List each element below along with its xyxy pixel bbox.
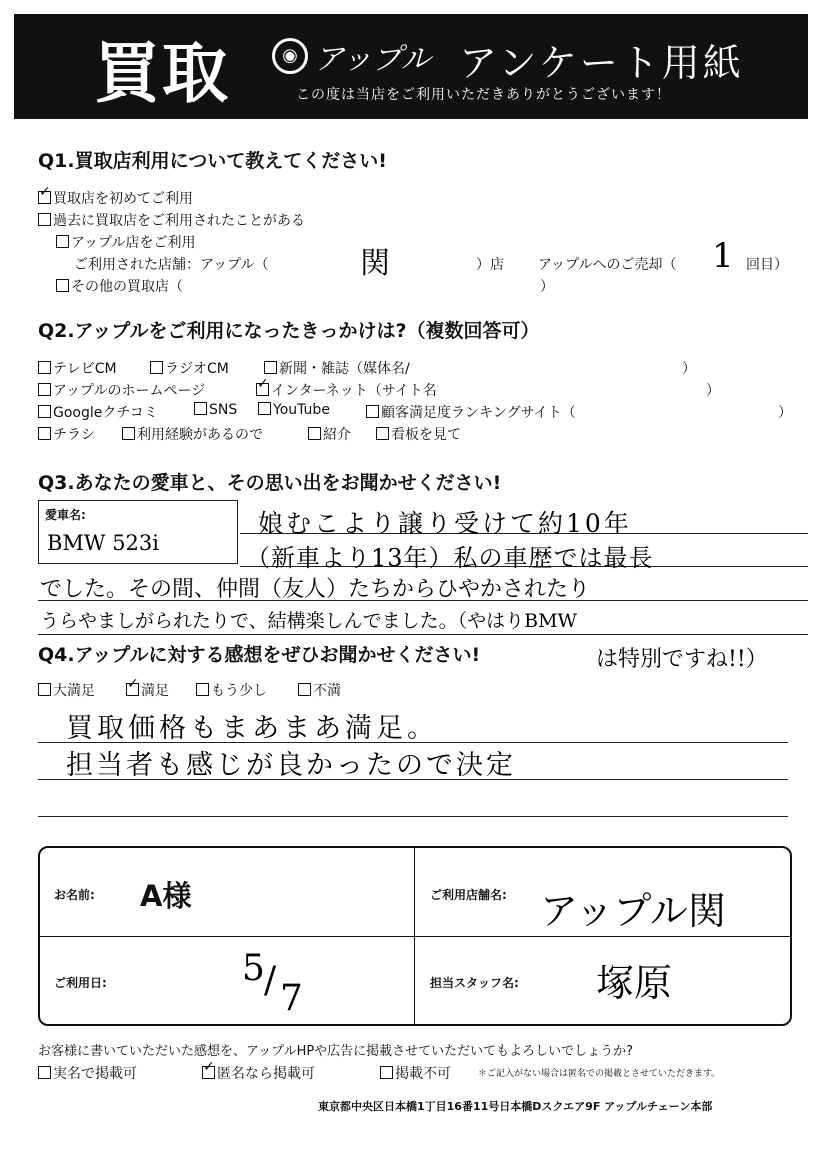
checkbox-icon[interactable] (38, 1066, 51, 1079)
q2-radio-label: ラジオCM (165, 361, 229, 377)
memory-line-1[interactable]: 娘むこより譲り受けて約10年 (258, 509, 632, 538)
q2-option-google[interactable] (38, 402, 158, 422)
q2-homepage-label: アップルのホームページ (53, 383, 206, 399)
q1-sale-suffix: 回目） (746, 257, 788, 273)
q2-option-ranking[interactable] (366, 402, 576, 422)
q1-first-time-label: 買取店を初めてご利用 (53, 191, 193, 207)
memory-line-3[interactable]: でした。その間、仲間（友人）たちからひやかされたり (40, 577, 591, 602)
q4-answer-line-2[interactable]: 担当者も感じが良かったので決定 (66, 750, 516, 781)
q4-very-label: 大満足 (53, 683, 95, 699)
consent-anonymous-label: 匿名なら掲載可 (217, 1066, 315, 1082)
q2-option-paper[interactable] (264, 358, 410, 378)
q2-ranking-close: ） (778, 405, 792, 421)
memory-line-4[interactable]: うらやましがられたりで、結構楽しんでました。（やはりBMW (40, 610, 578, 632)
header-banner (14, 14, 808, 119)
checkbox-icon[interactable] (38, 427, 51, 440)
date-label: ご利用日: (54, 976, 107, 990)
store-label: ご利用店舗名: (430, 888, 507, 902)
date-day[interactable]: 7 (280, 978, 303, 1019)
checkbox-checked-icon[interactable] (202, 1066, 215, 1079)
checkbox-icon[interactable] (38, 405, 51, 418)
q1-past-label: 過去に買取店をご利用されたことがある (53, 213, 305, 229)
q4-little-label: もう少し (211, 683, 267, 699)
q2-option-referral[interactable] (308, 424, 351, 444)
q2-option-experience[interactable] (122, 424, 263, 444)
q4-option-unsatisfied[interactable] (298, 680, 341, 700)
q1-option-apple-store[interactable] (56, 232, 195, 252)
consent-option-anonymous[interactable] (202, 1063, 315, 1083)
checkbox-checked-icon[interactable] (126, 683, 139, 696)
checkbox-icon[interactable] (194, 402, 207, 415)
q1-other-label: その他の買取店（ (71, 279, 183, 295)
date-slash-icon: / (264, 960, 277, 1001)
q1-store-suffix: ）店 (476, 257, 504, 273)
q2-paper-label: 新聞・雑誌（媒体名/ (279, 361, 410, 377)
q2-option-signboard[interactable] (376, 424, 461, 444)
q1-option-other[interactable] (56, 276, 183, 296)
answer-rule (38, 816, 788, 817)
q1-option-past[interactable] (38, 210, 305, 230)
consent-option-not-allowed[interactable] (380, 1063, 451, 1083)
checkbox-checked-icon[interactable] (256, 383, 269, 396)
answer-rule (38, 634, 808, 635)
q2-internet-label: インターネット（サイト名 (271, 383, 437, 399)
name-label: お名前: (54, 888, 95, 902)
q2-ranking-label: 顧客満足度ランキングサイト（ (381, 405, 576, 421)
memory-line-5[interactable]: は特別ですね!!） (596, 647, 768, 672)
consent-question: お客様に書いていただいた感想を、アップルHPや広告に掲載させていただいてもよろしいでしょうか? (38, 1044, 634, 1059)
q4-option-satisfied[interactable] (126, 680, 169, 700)
q3-heading: Q3.あなたの愛車と、その思い出をお聞かせください! (38, 472, 502, 494)
q1-heading: Q1.買取店利用について教えてください! (38, 150, 387, 172)
checkbox-icon[interactable] (38, 213, 51, 226)
q2-referral-label: 紹介 (323, 427, 351, 443)
name-value[interactable]: A様 (140, 879, 192, 913)
form-title: アンケート用紙 (459, 41, 744, 85)
checkbox-icon[interactable] (38, 683, 51, 696)
q1-store-prompt: ご利用された店舗：アップル（ (74, 257, 269, 273)
q2-option-internet[interactable] (256, 380, 437, 400)
info-divider (40, 936, 790, 937)
q2-internet-close: ） (706, 383, 720, 399)
date-month[interactable]: 5 (242, 948, 265, 989)
q2-experience-label: 利用経験があるので (137, 427, 263, 443)
q4-heading: Q4.アップルに対する感想をぜひお聞かせください! (38, 644, 481, 666)
q2-youtube-label: YouTube (273, 402, 330, 418)
checkbox-icon[interactable] (264, 361, 277, 374)
checkbox-icon[interactable] (150, 361, 163, 374)
checkbox-icon[interactable] (38, 383, 51, 396)
q2-option-youtube[interactable] (258, 402, 330, 418)
q1-store-answer[interactable]: 関 (360, 246, 390, 281)
q2-tv-label: テレビCM (53, 361, 117, 377)
q1-option-first-time[interactable] (38, 188, 193, 208)
q1-sale-prompt: アップルへのご売却（ (538, 257, 677, 273)
checkbox-icon[interactable] (308, 427, 321, 440)
q4-answer-line-1[interactable]: 買取価格もまあまあ満足。 (66, 713, 438, 744)
checkbox-checked-icon[interactable] (38, 191, 51, 204)
checkbox-icon[interactable] (298, 683, 311, 696)
car-name-answer[interactable]: BMW 523i (47, 531, 159, 555)
checkbox-icon[interactable] (196, 683, 209, 696)
thanks-message: この度は当店をご利用いただきありがとうございます！ (296, 87, 671, 103)
checkbox-icon[interactable] (56, 235, 69, 248)
brand-name: アップル (314, 42, 431, 77)
store-value[interactable]: アップル関 (540, 889, 726, 933)
car-name-box (38, 500, 238, 564)
checkbox-icon[interactable] (380, 1066, 393, 1079)
checkbox-icon[interactable] (122, 427, 135, 440)
q2-google-label: Googleクチコミ (53, 405, 158, 421)
q2-option-radio[interactable] (150, 358, 229, 378)
checkbox-icon[interactable] (38, 361, 51, 374)
q1-sale-answer[interactable]: 1 (712, 236, 734, 276)
apple-logo-icon: ◉ (272, 38, 308, 74)
q2-sns-label: SNS (209, 402, 238, 418)
q2-paper-close: ） (682, 361, 696, 377)
consent-not-allowed-label: 掲載不可 (395, 1066, 451, 1082)
checkbox-icon[interactable] (376, 427, 389, 440)
q2-flyer-label: チラシ (53, 427, 95, 443)
consent-note: ＊ご記入がない場合は匿名での掲載とさせていただきます。 (478, 1069, 721, 1079)
q4-unsatisfied-label: 不満 (313, 683, 341, 699)
customer-info-box (38, 846, 792, 1026)
q4-option-little[interactable] (196, 680, 267, 700)
q2-option-flyer[interactable] (38, 424, 95, 444)
checkbox-icon[interactable] (366, 405, 379, 418)
q1-other-close: ） (540, 279, 554, 295)
q1-apple-store-label: アップル店をご利用 (71, 235, 196, 251)
consent-real-name-label: 実名で掲載可 (53, 1066, 137, 1082)
checkbox-icon[interactable] (56, 279, 69, 292)
staff-label: 担当スタッフ名: (430, 976, 519, 990)
q2-heading: Q2.アップルをご利用になったきっかけは?（複数回答可） (38, 320, 540, 342)
checkbox-icon[interactable] (258, 402, 271, 415)
memory-line-2[interactable]: （新車より13年）私の車歴では最長 (246, 544, 654, 572)
footer-address: 東京都中央区日本橋1丁目16番11号日本橋Dスクエア9F アップルチェーン本部 (318, 1100, 713, 1113)
q4-option-very[interactable] (38, 680, 95, 700)
q2-signboard-label: 看板を見て (391, 427, 461, 443)
q4-satisfied-label: 満足 (141, 683, 169, 699)
kaitori-title: 買取 (94, 35, 230, 112)
q2-option-sns[interactable] (194, 402, 237, 418)
car-name-label: 愛車名: (45, 508, 86, 522)
consent-option-real-name[interactable] (38, 1063, 137, 1083)
q2-option-tv[interactable] (38, 358, 117, 378)
staff-value[interactable]: 塚原 (596, 961, 673, 1005)
q2-option-homepage[interactable] (38, 380, 205, 400)
